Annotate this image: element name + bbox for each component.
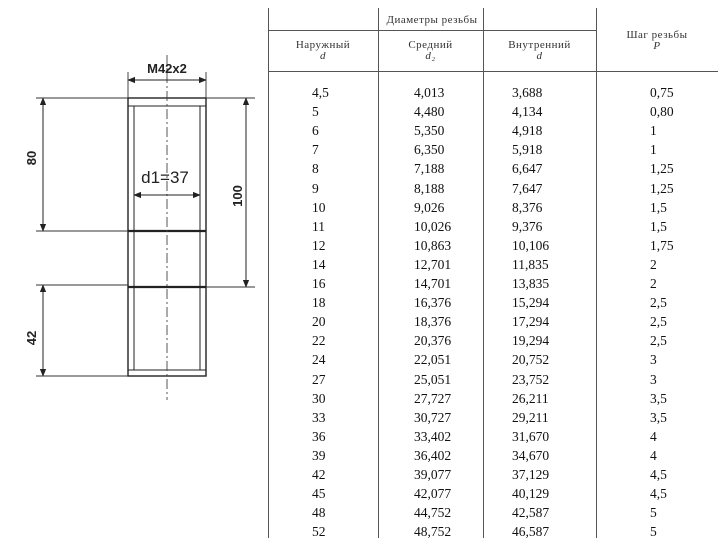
table-row xyxy=(268,503,718,522)
mean-diameter-cell: 20,376 xyxy=(414,333,452,349)
pitch-cell: 5 xyxy=(650,505,657,521)
group-header: Диаметры резьбы xyxy=(386,14,478,26)
dim-bottom-label: 42 xyxy=(24,330,39,346)
table-row xyxy=(268,370,718,389)
inner-diameter-cell: 17,294 xyxy=(512,314,550,330)
table-row xyxy=(268,465,718,484)
outer-diameter-cell: 39 xyxy=(312,447,326,463)
mean-diameter-cell: 7,188 xyxy=(414,161,445,177)
inner-diameter-label: d1=37 xyxy=(141,168,189,187)
pitch-cell: 4,5 xyxy=(650,467,667,482)
pitch-cell: 2,5 xyxy=(650,333,667,349)
pitch-cell: 2,5 xyxy=(650,314,667,330)
outer-diameter-cell: 14 xyxy=(312,256,326,272)
col-header-pitch: Шаг резьбы P xyxy=(626,29,688,52)
table-row xyxy=(268,255,718,274)
mean-diameter-cell: 18,376 xyxy=(414,314,452,330)
pitch-cell: 1 xyxy=(650,123,657,139)
pitch-cell: 0,80 xyxy=(650,104,674,120)
outer-diameter-cell: 6 xyxy=(312,123,319,139)
table-row xyxy=(268,293,718,312)
pitch-cell: 4,5 xyxy=(650,486,667,502)
inner-diameter-cell: 29,211 xyxy=(512,409,549,425)
table-row xyxy=(268,522,718,541)
outer-diameter-cell: 33 xyxy=(312,409,326,425)
outer-diameter-cell: 7 xyxy=(312,142,319,158)
table-row xyxy=(268,83,718,102)
table-row xyxy=(268,350,718,369)
thread-size-label: M42x2 xyxy=(147,61,187,76)
pitch-cell: 2,5 xyxy=(650,295,667,311)
table-row xyxy=(268,140,718,159)
table-row xyxy=(268,121,718,140)
inner-diameter-cell: 31,670 xyxy=(512,428,550,444)
table-row xyxy=(268,312,718,331)
mean-diameter-cell: 8,188 xyxy=(414,180,445,196)
inner-diameter-cell: 23,752 xyxy=(512,371,550,387)
outer-diameter-cell: 36 xyxy=(312,428,326,444)
pitch-cell: 2 xyxy=(650,276,657,291)
table-row xyxy=(268,331,718,350)
table-header-bottom xyxy=(268,71,718,72)
table-row xyxy=(268,236,718,255)
inner-diameter-cell: 7,647 xyxy=(512,180,543,196)
mean-diameter-cell: 33,402 xyxy=(414,428,452,444)
pitch-cell: 1 xyxy=(650,142,657,158)
pitch-cell: 3,5 xyxy=(650,390,667,406)
mean-diameter-cell: 44,752 xyxy=(414,505,452,521)
inner-diameter-cell: 20,752 xyxy=(512,352,550,368)
mean-diameter-cell: 4,480 xyxy=(414,104,445,120)
pitch-cell: 1,75 xyxy=(650,237,674,253)
mean-diameter-cell: 5,350 xyxy=(414,123,445,139)
thread-table xyxy=(268,8,718,538)
outer-diameter-cell: 5 xyxy=(312,104,319,120)
table-row xyxy=(268,446,718,465)
dim-top-label: 80 xyxy=(24,150,39,166)
inner-diameter-cell: 34,670 xyxy=(512,447,550,463)
inner-diameter-cell: 9,376 xyxy=(512,218,543,234)
outer-diameter-cell: 9 xyxy=(312,180,319,196)
table-row xyxy=(268,159,718,178)
inner-diameter-cell: 15,294 xyxy=(512,295,550,311)
mean-diameter-cell: 10,863 xyxy=(414,237,452,253)
mean-diameter-cell: 4,013 xyxy=(414,85,445,100)
mean-diameter-cell: 16,376 xyxy=(414,295,452,311)
outer-diameter-cell: 45 xyxy=(312,486,326,502)
inner-diameter-cell: 37,129 xyxy=(512,467,550,482)
outer-diameter-cell: 24 xyxy=(312,352,326,368)
pitch-cell: 2 xyxy=(650,256,657,272)
mean-diameter-cell: 14,701 xyxy=(414,276,452,291)
pitch-cell: 3,5 xyxy=(650,409,667,425)
outer-diameter-cell: 52 xyxy=(312,524,326,540)
pitch-cell: 4 xyxy=(650,447,657,463)
outer-diameter-cell: 22 xyxy=(312,333,326,349)
pitch-cell: 4 xyxy=(650,428,657,444)
pitch-cell: 1,5 xyxy=(650,199,667,215)
mean-diameter-cell: 42,077 xyxy=(414,486,452,502)
pitch-cell: 1,25 xyxy=(650,161,674,177)
inner-diameter-cell: 19,294 xyxy=(512,333,550,349)
inner-diameter-cell: 26,211 xyxy=(512,390,549,406)
table-header-rule xyxy=(268,30,596,31)
pitch-cell: 3 xyxy=(650,371,657,387)
mean-diameter-cell: 27,727 xyxy=(414,390,452,406)
outer-diameter-cell: 20 xyxy=(312,314,326,330)
inner-diameter-cell: 46,587 xyxy=(512,524,550,540)
col-header-inner: Внутренний d xyxy=(508,39,571,62)
inner-diameter-cell: 8,376 xyxy=(512,199,543,215)
pitch-cell: 1,25 xyxy=(650,180,674,196)
table-row xyxy=(268,102,718,121)
table-row xyxy=(268,198,718,217)
table-row xyxy=(268,179,718,198)
inner-diameter-cell: 40,129 xyxy=(512,486,550,502)
pitch-cell: 0,75 xyxy=(650,85,674,100)
inner-diameter-cell: 5,918 xyxy=(512,142,543,158)
table-row xyxy=(268,427,718,446)
mean-diameter-cell: 39,077 xyxy=(414,467,452,482)
mean-diameter-cell: 22,051 xyxy=(414,352,452,368)
table-row xyxy=(268,274,718,293)
inner-diameter-cell: 4,918 xyxy=(512,123,543,139)
col-header-mean: Средний d₂ xyxy=(408,39,453,62)
inner-diameter-cell: 4,134 xyxy=(512,104,543,120)
mean-diameter-cell: 6,350 xyxy=(414,142,445,158)
table-row xyxy=(268,484,718,503)
outer-diameter-cell: 48 xyxy=(312,505,326,521)
mean-diameter-cell: 12,701 xyxy=(414,256,452,272)
table-row xyxy=(268,217,718,236)
mean-diameter-cell: 9,026 xyxy=(414,199,445,215)
outer-diameter-cell: 42 xyxy=(312,467,326,482)
pitch-cell: 5 xyxy=(650,524,657,540)
outer-diameter-cell: 27 xyxy=(312,371,326,387)
mean-diameter-cell: 48,752 xyxy=(414,524,452,540)
inner-diameter-cell: 10,106 xyxy=(512,237,550,253)
outer-diameter-cell: 18 xyxy=(312,295,326,311)
outer-diameter-cell: 11 xyxy=(312,218,325,234)
outer-diameter-cell: 30 xyxy=(312,390,326,406)
pitch-cell: 1,5 xyxy=(650,218,667,234)
outer-diameter-cell: 10 xyxy=(312,199,326,215)
outer-diameter-cell: 4,5 xyxy=(312,85,329,100)
col-header-outer: Наружный d xyxy=(295,39,351,62)
outer-diameter-cell: 8 xyxy=(312,161,319,177)
dim-total-label: 100 xyxy=(230,185,245,207)
outer-diameter-cell: 12 xyxy=(312,237,326,253)
dimension-lines xyxy=(43,80,246,376)
inner-diameter-cell: 42,587 xyxy=(512,505,550,521)
mean-diameter-cell: 30,727 xyxy=(414,409,452,425)
table-row xyxy=(268,389,718,408)
extension-lines xyxy=(36,72,255,376)
table-row xyxy=(268,408,718,427)
inner-diameter-cell: 13,835 xyxy=(512,276,550,291)
mean-diameter-cell: 36,402 xyxy=(414,447,452,463)
inner-diameter-cell: 11,835 xyxy=(512,256,549,272)
inner-diameter-cell: 6,647 xyxy=(512,161,543,177)
pitch-cell: 3 xyxy=(650,352,657,368)
mean-diameter-cell: 10,026 xyxy=(414,218,452,234)
stud-drawing xyxy=(0,0,265,540)
mean-diameter-cell: 25,051 xyxy=(414,371,452,387)
inner-diameter-cell: 3,688 xyxy=(512,85,543,100)
outer-diameter-cell: 16 xyxy=(312,276,326,291)
